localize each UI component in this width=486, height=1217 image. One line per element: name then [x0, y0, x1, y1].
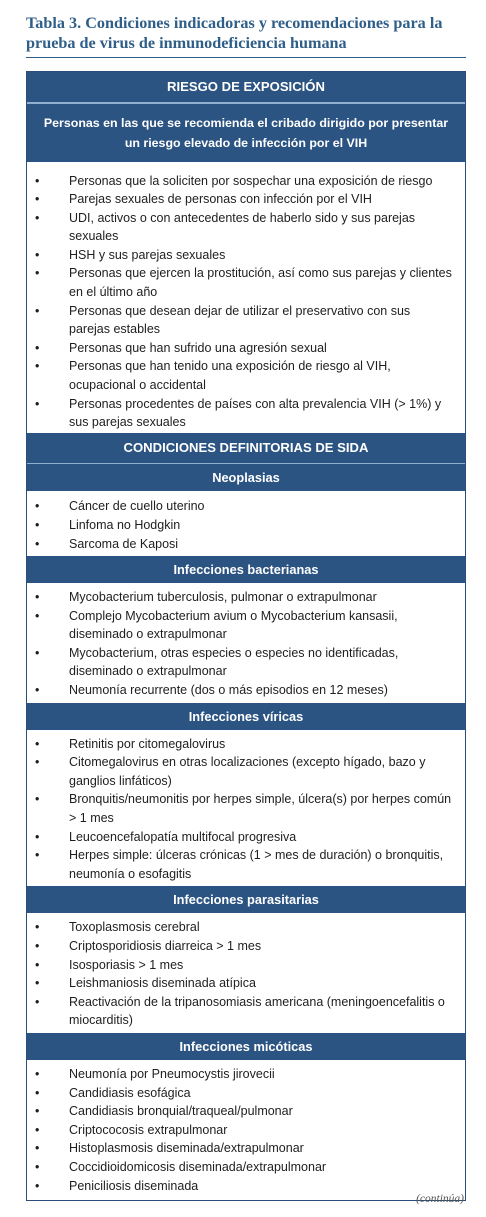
list-item: • Sarcoma de Kaposi [27, 535, 465, 554]
viricas-list [27, 730, 465, 887]
list-item: • Candidiasis esofágica [27, 1084, 465, 1103]
list-item: • Reactivación de la tripanosomiasis americana (meningoencefalitis o miocarditis) [27, 993, 465, 1030]
list-item: • Isosporiasis > 1 mes [27, 956, 465, 975]
list-item: • Leishmaniosis diseminada atípica [27, 974, 465, 993]
list-item: • Bronquitis/neumonitis por herpes simple, úlcera(s) por herpes común > 1 mes [27, 790, 465, 827]
category-micoticas: Infecciones micóticas [27, 1033, 465, 1060]
risk-subheader: Personas en las que se recomienda el cribado dirigido por presentar un riesgo elevado de infección por el VIH [27, 104, 465, 162]
list-item: • Mycobacterium, otras especies o especies no identificadas, diseminado o extrapulmonar [27, 644, 465, 681]
list-item: • Personas que desean dejar de utilizar el preservativo con sus parejas estables [27, 302, 465, 339]
table-title: Tabla 3. Condiciones indicadoras y recomendaciones para la prueba de virus de inmunodeficiencia humana [26, 14, 443, 52]
list-item: • Candidiasis bronquial/traqueal/pulmonar [27, 1102, 465, 1121]
list-item: • Cáncer de cuello uterino [27, 497, 465, 516]
list-item: • Personas que ejercen la prostitución, así como sus parejas y clientes en el último año [27, 264, 465, 301]
list-item: • Herpes simple: úlceras crónicas (1 > mes de duración) o bronquitis, neumonía o esofagitis [27, 846, 465, 883]
list-item: • Retinitis por citomegalovirus [27, 735, 465, 754]
list-item: • Histoplasmosis diseminada/extrapulmonar [27, 1139, 465, 1158]
list-item: • Personas procedentes de países con alta prevalencia VIH (> 1%) y sus parejas sexuales [27, 395, 465, 432]
list-item: • Personas que la soliciten por sospechar una exposición de riesgo [27, 172, 465, 191]
list-item: • Citomegalovirus en otras localizaciones (excepto hígado, bazo y ganglios linfáticos) [27, 753, 465, 790]
category-bacterianas: Infecciones bacterianas [27, 556, 465, 583]
category-neoplasias: Neoplasias [27, 464, 465, 491]
list-item: • Coccidioidomicosis diseminada/extrapulmonar [27, 1158, 465, 1177]
list-item: • Personas que han tenido una exposición de riesgo al VIH, ocupacional o accidental [27, 357, 465, 394]
parasitarias-list [27, 913, 465, 1033]
title-rule [26, 57, 466, 58]
risk-list [27, 162, 465, 433]
list-item: • HSH y sus parejas sexuales [27, 246, 465, 265]
micoticas-list [27, 1060, 465, 1200]
list-item: • Criptosporidiosis diarreica > 1 mes [27, 937, 465, 956]
risk-header: RIESGO DE EXPOSICIÓN [27, 72, 465, 102]
list-item: • Mycobacterium tuberculosis, pulmonar o extrapulmonar [27, 588, 465, 607]
list-item: • Leucoencefalopatía multifocal progresiva [27, 828, 465, 847]
list-item: • Peniciliosis diseminada [27, 1177, 465, 1196]
indications-table [26, 71, 466, 1201]
list-item: • Complejo Mycobacterium avium o Mycobacterium kansasii, diseminado o extrapulmonar [27, 607, 465, 644]
bacterianas-list [27, 583, 465, 703]
continued-note: (continúa) [416, 1193, 464, 1205]
list-item: • UDI, activos o con antecedentes de haberlo sido y sus parejas sexuales [27, 209, 465, 246]
category-viricas: Infecciones víricas [27, 703, 465, 730]
category-parasitarias: Infecciones parasitarias [27, 886, 465, 913]
list-item: • Neumonía por Pneumocystis jirovecii [27, 1065, 465, 1084]
list-item: • Parejas sexuales de personas con infección por el VIH [27, 190, 465, 209]
list-item: • Personas que han sufrido una agresión sexual [27, 339, 465, 358]
list-item: • Toxoplasmosis cerebral [27, 918, 465, 937]
list-item: • Criptococosis extrapulmonar [27, 1121, 465, 1140]
list-item: • Linfoma no Hodgkin [27, 516, 465, 535]
list-item: • Neumonía recurrente (dos o más episodios en 12 meses) [27, 681, 465, 700]
aids-header: CONDICIONES DEFINITORIAS DE SIDA [27, 433, 465, 463]
neoplasias-list [27, 491, 465, 556]
